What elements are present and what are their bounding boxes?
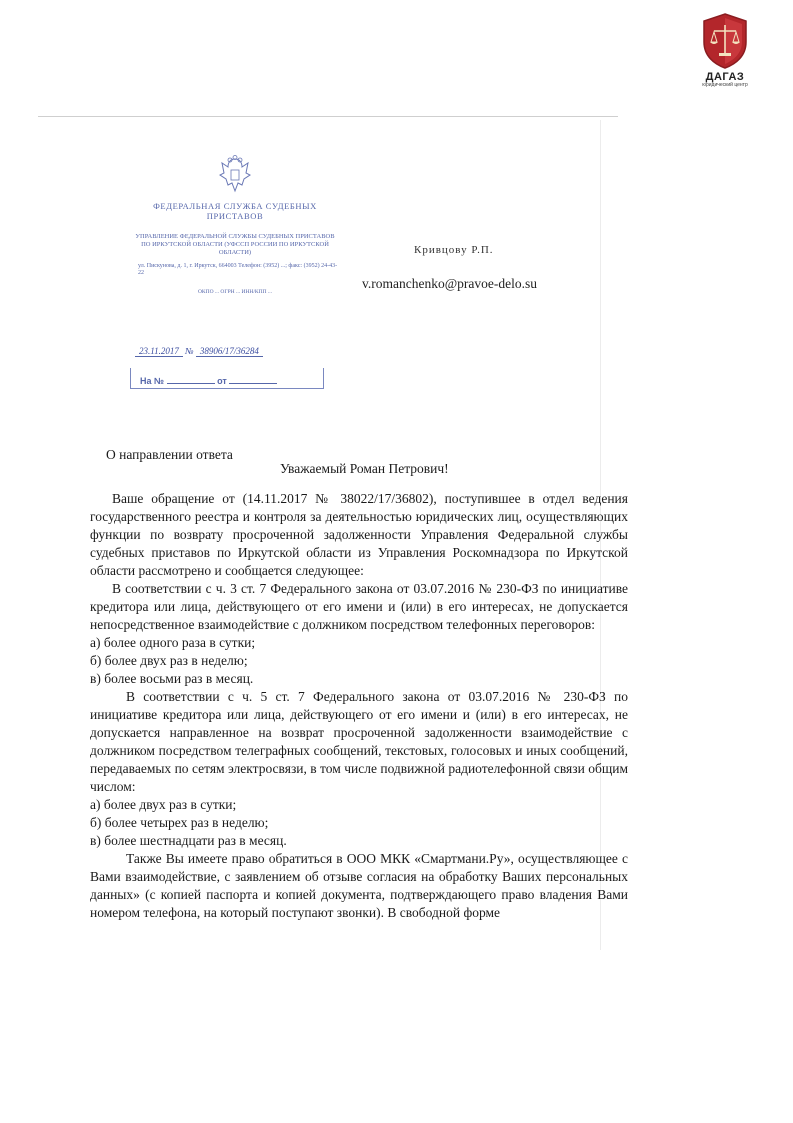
list-item: б) более четырех раз в неделю; [90,815,269,830]
reply-label: На № [140,376,165,386]
reply-from: от [217,376,227,386]
list-item: а) более двух раз в сутки; [90,797,237,812]
outgoing-reference [135,346,335,356]
letterhead-department: УПРАВЛЕНИЕ ФЕДЕРАЛЬНОЙ СЛУЖБЫ СУДЕБНЫХ ПРИСТАВОВ ПО ИРКУТСКОЙ ОБЛАСТИ (УФССП РОССИИ ПО ИРКУТСКОЙ ОБЛАСТИ) [135,233,335,256]
letterhead-ids: ОКПО ... ОГРН ... ИНН/КПП ... [197,289,273,295]
letter-subject: О направлении ответа [106,447,233,462]
letterhead-org: ФЕДЕРАЛЬНАЯ СЛУЖБА СУДЕБНЫХ ПРИСТАВОВ [153,201,317,221]
paragraph-1: Ваше обращение от (14.11.2017 № 38022/17/36802), поступившее в отдел ведения государственного реестра и контроля за деятельностью юридических лиц, осуществляющих функции по возврату просроченной задолженности Управления Федеральной службы судебных приставов по Иркутской области из Управления Роскомнадзора по Иркутской области рассмотрено и сообщается следующее: [90,491,628,578]
list-item: в) более шестнадцати раз в месяц. [90,833,287,848]
brand-logo [690,12,760,97]
brand-subtitle: юридический центр [702,82,748,88]
scales-shield-icon [701,12,749,70]
list-item: а) более одного раза в сутки; [90,635,256,650]
paragraph-4: Также Вы имеете право обратиться в ООО МКК «Смартмани.Ру», осуществляющее с Вами взаимодействие, с заявлением об отзыве согласия на обработку Ваших персональных данных» (с копией паспорта и копией документа, подтверждающего право владения Вами номером телефона, на который поступают звонки). В свободной форме [90,851,628,920]
letterhead-address: ул. Пискунова, д. 1, г. Иркутск, 664003 Телефон: (3952) ...; факс: (3952) 24-43-22 [138,263,338,276]
fssp-letterhead [130,155,340,296]
letter-body [90,490,628,922]
outgoing-number: 38906/17/36284 [196,346,263,357]
number-sign: № [185,346,194,356]
addressee-name: Кривцову Р.П. [414,244,494,256]
list-item: б) более двух раз в неделю; [90,653,248,668]
list-item: в) более восьми раз в месяц. [90,671,254,686]
brand-name: ДАГАЗ [705,71,745,83]
letter-greeting: Уважаемый Роман Петрович! [280,461,449,476]
paragraph-3: В соответствии с ч. 5 ст. 7 Федерального закона от 03.07.2016 № 230-ФЗ по инициативе кредитора или лица, действующего от его имени и (или) в его интересах, не допускается направленное на возврат просроченной задолженности взаимодействие с должником посредством телеграфных сообщений, текстовых, голосовых и иных сообщений, передаваемых по сетям электросвязи, в том числе подвижной радиотелефонной связи общим числом: [90,689,628,794]
scan-top-edge [38,116,618,117]
russian-eagle-emblem-icon [218,155,252,195]
addressee-email: v.romanchenko@pravoe-delo.su [362,276,537,291]
reply-reference [140,376,320,386]
outgoing-date: 23.11.2017 [135,346,183,357]
paragraph-2: В соответствии с ч. 3 ст. 7 Федерального закона от 03.07.2016 № 230-ФЗ по инициативе кредитора или лица, действующего от его имени и (или) в его интересах, не допускается непосредственное взаимодействие с должником посредством телефонных переговоров: [90,581,628,632]
